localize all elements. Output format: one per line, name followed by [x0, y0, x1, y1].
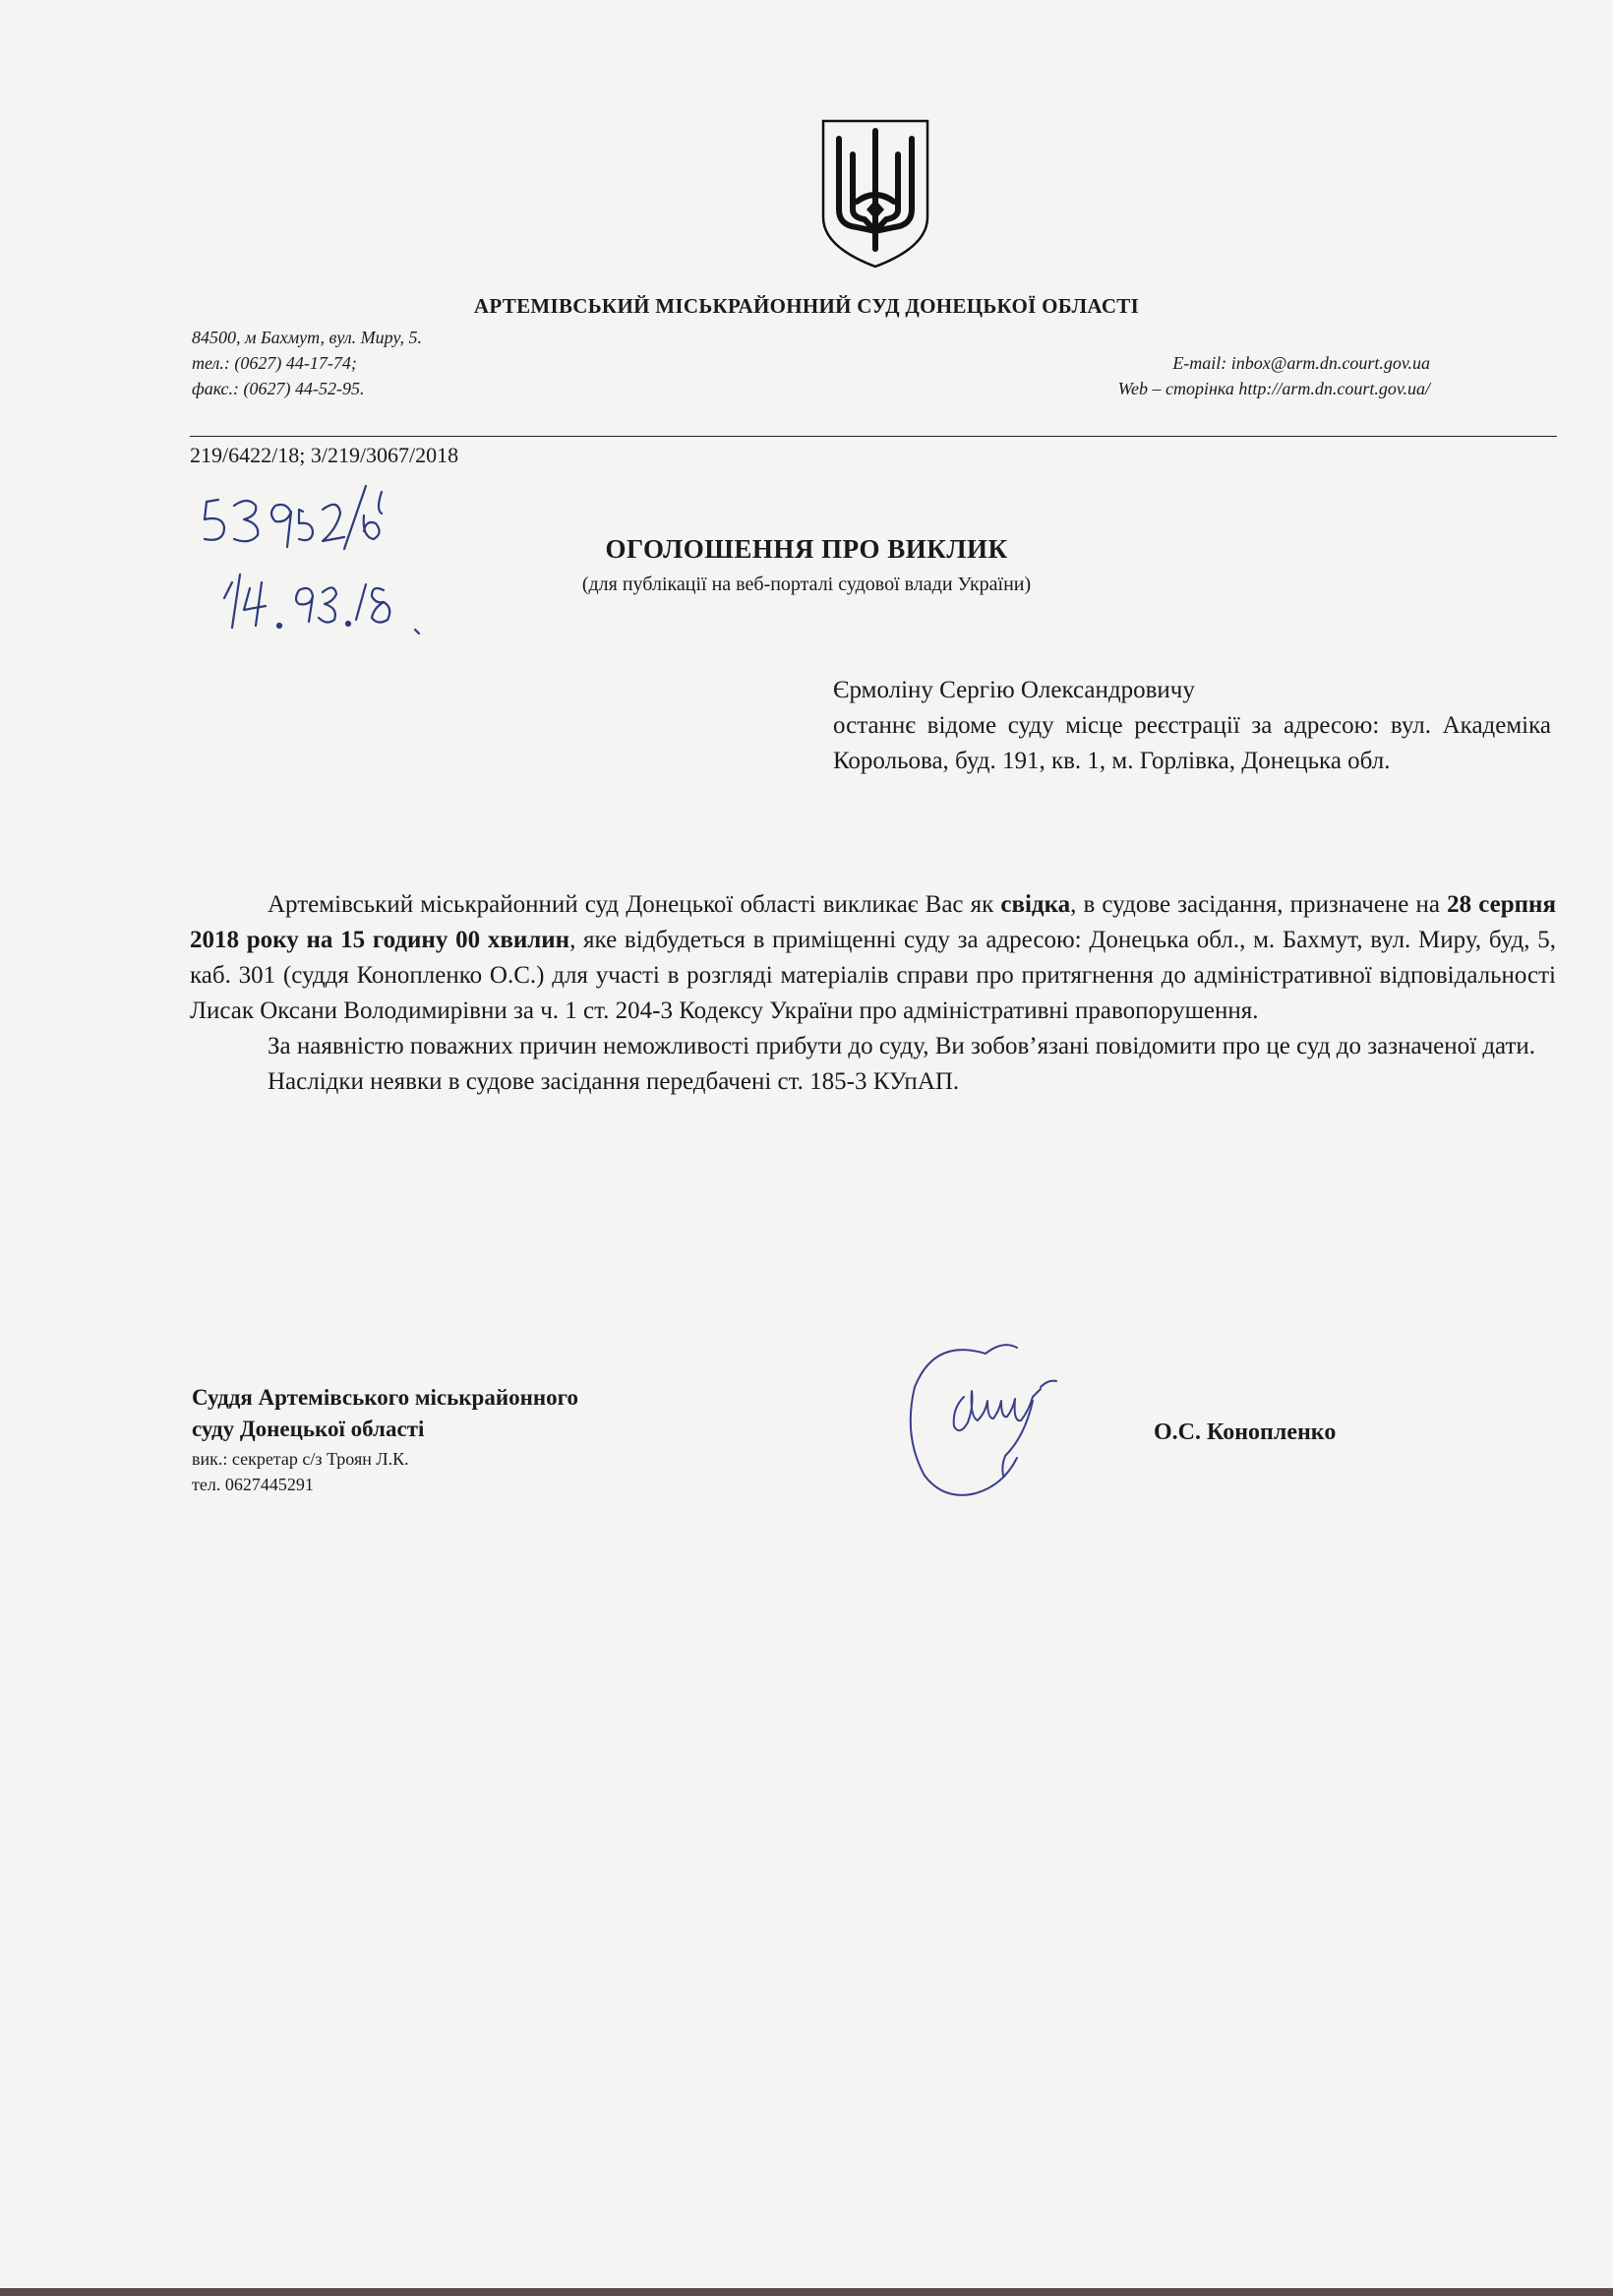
judge-title-line-2: суду Донецької області: [192, 1417, 425, 1441]
court-email: E-mail: inbox@arm.dn.court.gov.ua: [1172, 353, 1430, 373]
court-fax: факс.: (0627) 44-52-95.: [192, 379, 365, 398]
judge-name: О.С. Конопленко: [1154, 1420, 1337, 1445]
notice-paragraph-1: [190, 887, 1556, 1029]
addressee-address: останнє відоме суду місце реєстрації за адресою: вул. Академіка Корольова, буд. 191, кв. 1, м. Горлівка, Донецька обл.: [833, 712, 1551, 774]
contacts-right: [1118, 350, 1430, 401]
document-title: ОГОЛОШЕННЯ ПРО ВИКЛИК: [605, 534, 1008, 564]
notice-body: [190, 887, 1556, 1100]
notice-text: , яке відбудеться в приміщенні суду за адресою: Донецька обл., м. Бахмут, вул. Миру, буд, 5, каб. 301 (суддя Конопленко О.С.) для участі в розгляді матеріалів справи про притягнення до адміністративної відповідальності Лисак Оксани Володимирівни за ч. 1 ст. 204-3 Кодексу України про адміністративні правопорушення.: [190, 927, 1556, 1024]
executor-name: вик.: секретар с/з Троян Л.К.: [192, 1449, 409, 1469]
court-name: АРТЕМІВСЬКИЙ МІСЬКРАЙОННИЙ СУД ДОНЕЦЬКОЇ ОБЛАСТІ: [473, 294, 1140, 318]
contacts-left: [192, 325, 422, 401]
notice-text: , в судове засідання, призначене на: [1070, 891, 1448, 918]
court-address: 84500, м Бахмут, вул. Миру, 5.: [192, 328, 423, 347]
judge-title-line-1: Суддя Артемівського міськрайонного: [192, 1385, 578, 1410]
judge-signature: [895, 1328, 1092, 1505]
document-subtitle: (для публікації на веб-порталі судової влади України): [581, 574, 1032, 595]
notice-text: Артемівський міськрайонний суд Донецької області викликає Вас як: [268, 891, 1001, 918]
notice-paragraph-2: За наявністю поважних причин неможливості прибути до суду, Ви зобов’язані повідомити про це суд до зазначеної дати.: [268, 1033, 1536, 1059]
scan-bottom-edge: [0, 2288, 1613, 2296]
hearing-datetime: 28 серпня 2018 року на 15 годину 00 хвилин: [190, 891, 1556, 953]
addressee-block: [833, 673, 1551, 779]
judge-title: [192, 1382, 578, 1445]
executor-info: [192, 1446, 409, 1497]
notice-paragraph-3: Наслідки неявки в судове засідання передбачені ст. 185-3 КУпАП.: [268, 1068, 960, 1095]
court-website: Web – сторінка http://arm.dn.court.gov.ua/: [1117, 379, 1430, 398]
court-phone: тел.: (0627) 44-17-74;: [192, 353, 357, 373]
addressee-name: Єрмоліну Сергію Олександровичу: [833, 677, 1195, 703]
coat-of-arms-emblem: [817, 115, 933, 271]
case-number: 219/6422/18; 3/219/3067/2018: [190, 443, 459, 467]
executor-phone: тел. 0627445291: [192, 1475, 314, 1494]
role-witness: свідка: [1000, 891, 1071, 918]
header-divider: [190, 436, 1557, 437]
